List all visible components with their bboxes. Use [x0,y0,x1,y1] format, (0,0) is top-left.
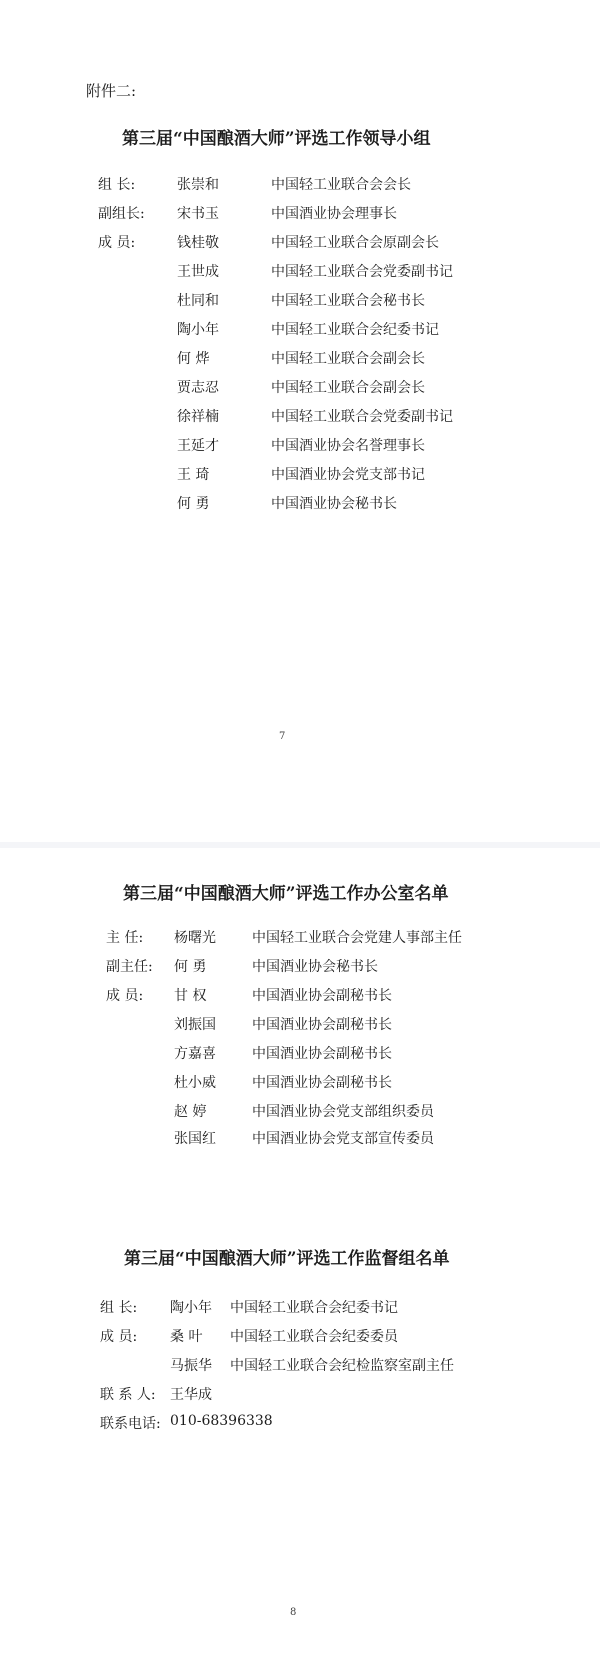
office-name: 张国红 [174,1131,216,1147]
contact-person-label: 联 系 人: [100,1387,156,1403]
member-position: 中国轻工业联合会纪委书记 [271,322,439,338]
member-position: 中国酒业协会秘书长 [271,496,397,512]
contact-phone-label: 联系电话: [100,1416,161,1432]
member-position: 中国酒业协会党支部书记 [271,467,425,483]
member-name: 何 勇 [177,496,210,512]
page-number: 7 [279,731,286,742]
supervision-role: 成 员: [100,1329,138,1345]
supervision-name: 马振华 [170,1358,212,1374]
supervision-position: 中国轻工业联合会纪委书记 [230,1300,398,1316]
member-position: 中国轻工业联合会党委副书记 [271,409,453,425]
contact-person-name: 王华成 [170,1387,212,1403]
member-name: 王延才 [177,438,219,454]
office-title: 第三届“中国酿酒大师”评选工作办公室名单 [123,884,449,904]
member-name: 王 琦 [177,467,210,483]
office-role: 副主任: [106,959,153,975]
supervision-name: 桑 叶 [170,1329,203,1345]
office-name: 赵 婷 [174,1104,207,1120]
office-name: 何 勇 [174,959,207,975]
supervision-position: 中国轻工业联合会纪检监察室副主任 [230,1358,454,1374]
member-role: 组 长: [98,177,136,193]
member-position: 中国酒业协会理事长 [271,206,397,222]
member-name: 贾志忍 [177,380,219,396]
supervision-name: 陶小年 [170,1300,212,1316]
member-name: 何 烨 [177,351,210,367]
office-position: 中国酒业协会副秘书长 [252,988,392,1004]
office-name: 方嘉喜 [174,1046,216,1062]
document-page-8 [0,848,600,1674]
supervision-title: 第三届“中国酿酒大师”评选工作监督组名单 [124,1249,450,1269]
member-position: 中国轻工业联合会党委副书记 [271,264,453,280]
supervision-position: 中国轻工业联合会纪委委员 [230,1329,398,1345]
attachment-label: 附件二: [86,82,137,100]
member-name: 钱桂敬 [177,235,219,251]
leadership-group-title: 第三届“中国酿酒大师”评选工作领导小组 [122,129,431,149]
member-position: 中国轻工业联合会副会长 [271,380,425,396]
member-role: 副组长: [98,206,145,222]
member-position: 中国轻工业联合会副会长 [271,351,425,367]
page-number: 8 [290,1607,297,1618]
contact-phone-number: 010-68396338 [170,1413,273,1429]
office-position: 中国酒业协会秘书长 [252,959,378,975]
office-name: 刘振国 [174,1017,216,1033]
member-position: 中国轻工业联合会秘书长 [271,293,425,309]
office-position: 中国酒业协会副秘书长 [252,1017,392,1033]
member-name: 杜同和 [177,293,219,309]
office-name: 杨曙光 [174,930,216,946]
member-position: 中国轻工业联合会原副会长 [271,235,439,251]
office-role: 成 员: [106,988,144,1004]
member-position: 中国酒业协会名誉理事长 [271,438,425,454]
office-position: 中国轻工业联合会党建人事部主任 [252,930,462,946]
supervision-role: 组 长: [100,1300,138,1316]
office-name: 杜小威 [174,1075,216,1091]
member-name: 陶小年 [177,322,219,338]
member-position: 中国轻工业联合会会长 [271,177,411,193]
office-position: 中国酒业协会副秘书长 [252,1046,392,1062]
office-name: 甘 权 [174,988,207,1004]
member-name: 张崇和 [177,177,219,193]
office-role: 主 任: [106,930,144,946]
member-role: 成 员: [98,235,136,251]
member-name: 徐祥楠 [177,409,219,425]
office-position: 中国酒业协会党支部组织委员 [252,1104,434,1120]
office-position: 中国酒业协会党支部宣传委员 [252,1131,434,1147]
member-name: 宋书玉 [177,206,219,222]
office-position: 中国酒业协会副秘书长 [252,1075,392,1091]
member-name: 王世成 [177,264,219,280]
